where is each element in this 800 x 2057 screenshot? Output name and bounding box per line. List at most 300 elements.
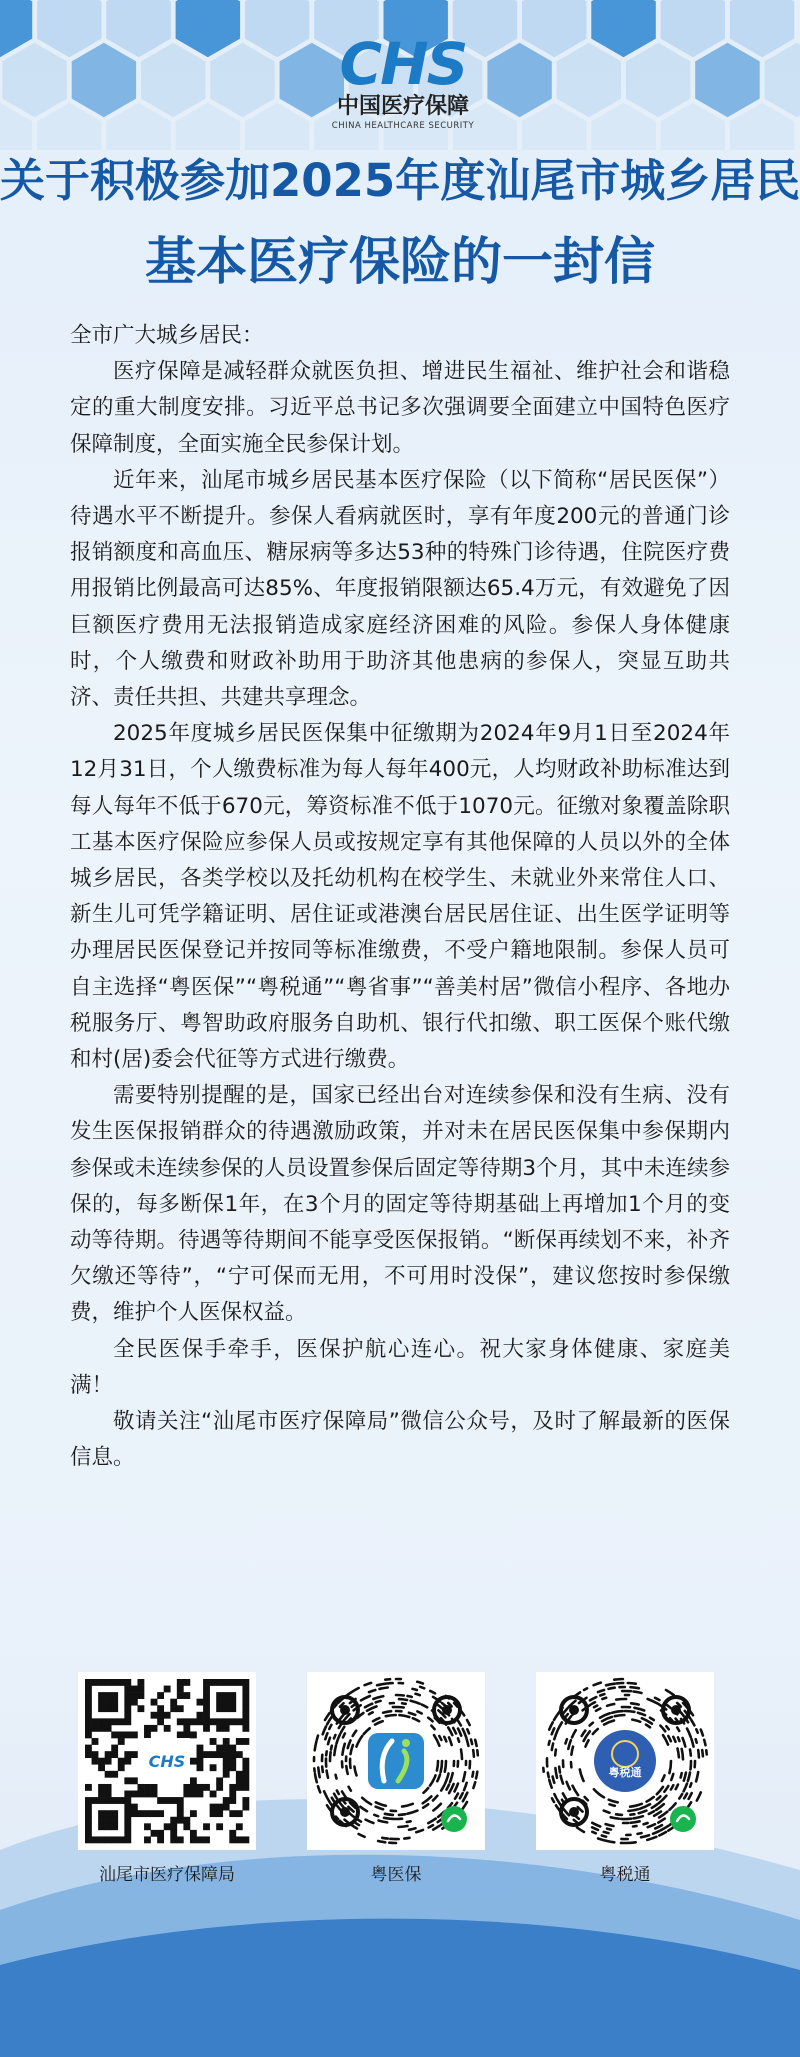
qr-module: [98, 1797, 105, 1804]
qr-arc: [607, 1829, 611, 1830]
qr-module: [170, 1823, 177, 1830]
qr-module: [229, 1784, 236, 1791]
qr-module: [92, 1758, 99, 1765]
qr-arc: [467, 1739, 469, 1746]
qr-module: [210, 1791, 217, 1798]
paragraph-5: 全民医保手牵手，医保护航心连心。祝大家身体健康、家庭美满！: [70, 1336, 730, 1398]
qr-arc: [684, 1794, 687, 1799]
qr-module: [190, 1784, 197, 1791]
qr-module: [197, 1745, 204, 1752]
qr-module: [242, 1712, 249, 1719]
qr-arc: [398, 1826, 407, 1827]
qr-arc: [609, 1688, 615, 1689]
qr-module: [197, 1712, 204, 1719]
qr-arc: [393, 1707, 404, 1708]
qr-module: [197, 1718, 204, 1725]
qr-arc: [450, 1773, 453, 1782]
qr-arc: [423, 1804, 428, 1807]
qr-module: [223, 1797, 230, 1804]
qr-module: [137, 1705, 144, 1712]
qr-arc: [328, 1738, 330, 1745]
qr-arc: [701, 1730, 703, 1736]
qr-center-logo: 粤税通: [608, 1766, 642, 1779]
qr-arc: [409, 1828, 416, 1830]
qr-arc: [467, 1729, 469, 1733]
qr-arc: [408, 1811, 418, 1814]
qr-arc: [399, 1715, 409, 1717]
qr-arc: [441, 1761, 442, 1772]
qr-module: [183, 1692, 190, 1699]
page-title-line-1: 关于积极参加2025年度汕尾市城乡居民: [0, 154, 800, 207]
qr-arc: [615, 1715, 625, 1716]
qr-arc: [366, 1820, 374, 1823]
qr-module: [85, 1823, 92, 1830]
qr-arc: [327, 1771, 328, 1778]
qr-arc: [688, 1773, 690, 1782]
qr-card-shanwei-bureau[interactable]: [78, 1672, 256, 1850]
qr-arc: [690, 1783, 691, 1787]
qr-arc: [647, 1837, 656, 1840]
qr-module: [131, 1777, 138, 1784]
qr-arc: [359, 1834, 365, 1837]
qr-arc: [430, 1775, 436, 1785]
qr-module: [216, 1751, 223, 1758]
qr-arc: [676, 1785, 678, 1790]
qr-arc: [369, 1712, 373, 1714]
qr-arc: [594, 1789, 604, 1797]
qr-module: [170, 1836, 177, 1843]
qr-module: [183, 1718, 190, 1725]
qr-module: [105, 1791, 112, 1798]
qr-module: [85, 1784, 92, 1791]
qr-arc: [464, 1783, 467, 1790]
qr-module: [229, 1705, 236, 1712]
qr-arc: [355, 1688, 359, 1690]
qr-arc: [689, 1793, 692, 1799]
qr-arc: [698, 1750, 699, 1758]
qr-module: [92, 1725, 99, 1732]
qr-arc: [467, 1720, 470, 1725]
qr-module: [216, 1718, 223, 1725]
qr-arc: [704, 1740, 705, 1745]
qr-arc: [386, 1715, 396, 1716]
qr-arc: [455, 1794, 458, 1799]
qr-arc: [444, 1737, 446, 1742]
qr-module: [92, 1751, 99, 1758]
qr-label-shanwei-bureau: 汕尾市医疗保障局: [99, 1865, 235, 1885]
qr-arc: [691, 1761, 692, 1769]
qr-arc: [584, 1688, 587, 1690]
qr-arc: [349, 1787, 351, 1791]
qr-module: [203, 1686, 210, 1693]
hexagon-tile: [141, 43, 205, 117]
qr-module: [124, 1810, 131, 1817]
qr-arc: [439, 1736, 441, 1740]
qr-arc: [626, 1842, 635, 1843]
qr-module: [197, 1751, 204, 1758]
qr-module: [131, 1804, 138, 1811]
qr-module: [223, 1692, 230, 1699]
qr-module: [151, 1784, 158, 1791]
qr-module: [170, 1705, 177, 1712]
qr-module: [216, 1705, 223, 1712]
qr-arc: [356, 1823, 359, 1825]
qr-module: [137, 1784, 144, 1791]
qr-arc: [473, 1782, 475, 1788]
qr-module: [242, 1784, 249, 1791]
qr-module: [210, 1810, 217, 1817]
qr-arc: [549, 1780, 551, 1788]
qr-arc: [399, 1814, 406, 1815]
qr-module: [131, 1699, 138, 1706]
qr-module: [157, 1836, 164, 1843]
qr-module: [144, 1725, 151, 1732]
qr-arc: [422, 1705, 427, 1708]
qr-module: [98, 1823, 105, 1830]
qr-module: [203, 1751, 210, 1758]
qr-module: [190, 1836, 197, 1843]
qr-arc: [334, 1794, 337, 1799]
qr-module: [111, 1836, 118, 1843]
qr-module: [229, 1718, 236, 1725]
qr-module: [242, 1758, 249, 1765]
qr-arc: [671, 1774, 673, 1780]
qr-module: [210, 1738, 217, 1745]
qr-arc: [417, 1682, 423, 1684]
qr-arc: [602, 1698, 606, 1699]
qr-module: [137, 1679, 144, 1686]
qr-arc: [650, 1718, 654, 1720]
qr-arc: [572, 1730, 576, 1737]
qr-module: [177, 1797, 184, 1804]
qr-module: [85, 1830, 92, 1837]
qr-module: [210, 1764, 217, 1771]
qr-module: [98, 1679, 105, 1686]
qr-module: [151, 1725, 158, 1732]
qr-arc: [346, 1691, 354, 1696]
qr-module: [177, 1804, 184, 1811]
qr-arc: [632, 1720, 640, 1722]
qr-module: [242, 1718, 249, 1725]
qr-arc: [402, 1804, 413, 1807]
qr-arc: [593, 1729, 598, 1734]
qr-arc: [681, 1773, 682, 1778]
qr-arc: [448, 1728, 452, 1736]
qr-arc: [342, 1744, 344, 1755]
qr-module: [85, 1705, 92, 1712]
qr-arc: [607, 1704, 614, 1706]
qr-module: [157, 1718, 164, 1725]
qr-module: [92, 1797, 99, 1804]
hexagon-tile: [72, 43, 136, 117]
qr-arc: [590, 1723, 593, 1726]
qr-module: [144, 1731, 151, 1738]
qr-module: [177, 1810, 184, 1817]
qr-module: [98, 1784, 105, 1791]
qr-module: [111, 1771, 118, 1778]
qr-module: [157, 1797, 164, 1804]
qr-code-yue-yibao: [307, 1672, 485, 1850]
qr-module: [229, 1797, 236, 1804]
qr-arc: [696, 1772, 698, 1781]
qr-module: [124, 1823, 131, 1830]
qr-arc: [639, 1811, 647, 1814]
qr-arc: [633, 1826, 637, 1827]
qr-arc: [373, 1718, 379, 1721]
qr-module: [210, 1718, 217, 1725]
qr-arc: [318, 1786, 320, 1792]
qr-arc: [633, 1692, 641, 1694]
qr-module: [236, 1738, 243, 1745]
qr-arc: [399, 1699, 407, 1700]
qr-arc: [683, 1738, 686, 1747]
hexagon-tile: [557, 43, 621, 117]
qr-arc: [417, 1711, 421, 1713]
qr-arc: [580, 1769, 584, 1781]
qr-module: [85, 1712, 92, 1719]
qr-module: [85, 1692, 92, 1699]
qr-module: [85, 1725, 92, 1732]
qr-module: [229, 1830, 236, 1837]
qr-arc: [670, 1803, 676, 1809]
qr-arc: [638, 1713, 645, 1716]
qr-arc: [554, 1794, 556, 1798]
qr-arc: [409, 1713, 415, 1715]
qr-arc: [630, 1804, 642, 1807]
qr-module: [177, 1817, 184, 1824]
qr-arc: [571, 1747, 573, 1755]
qr-arc: [376, 1802, 386, 1806]
qr-module: [203, 1725, 210, 1732]
paragraph-2: 近年来，汕尾市城乡居民基本医疗保险（以下简称“居民医保”）待遇水平不断提升。参保人看病就医时，享有年度200元的普通门诊报销额度和高血压、糖尿病等多达53种的特殊门诊待遇，住院医疗费用报销比例最高可达85%、年度报销限额达65.4万元，有效避免了因巨额医疗费用无法报销造成家庭经济困难的风险。参保人身体健康时，个人缴费和财政补助用于助济其他患病的参保人，突显互助共济、责任共担、共建共享理念。: [70, 467, 730, 711]
qr-arc: [413, 1718, 419, 1721]
qr-arc: [423, 1796, 432, 1803]
qr-arc: [413, 1689, 417, 1690]
qr-module: [229, 1692, 236, 1699]
qr-arc: [379, 1821, 388, 1823]
qr-arc: [673, 1737, 675, 1742]
qr-module: [98, 1725, 105, 1732]
qr-module: [85, 1718, 92, 1725]
qr-module: [124, 1699, 131, 1706]
hexagon-tile: [487, 43, 551, 117]
qr-module: [190, 1791, 197, 1798]
qr-module: [111, 1699, 118, 1706]
qr-module: [98, 1705, 105, 1712]
qr-arc: [383, 1711, 391, 1713]
qr-module: [223, 1804, 230, 1811]
qr-arc: [678, 1737, 679, 1741]
qr-module: [118, 1718, 125, 1725]
qr-module: [157, 1705, 164, 1712]
qr-module: [144, 1810, 151, 1817]
hexagon-tile: [245, 0, 309, 57]
qr-arc: [373, 1696, 383, 1699]
qr-arc: [590, 1697, 596, 1700]
hexagon-tile: [210, 43, 274, 117]
qr-arc: [326, 1751, 327, 1755]
qr-module: [203, 1836, 210, 1843]
qr-module: [190, 1758, 197, 1765]
qr-module: [223, 1718, 230, 1725]
qr-module: [164, 1686, 171, 1693]
hexagon-tile: [730, 0, 794, 57]
hexagon-tile: [2, 43, 67, 117]
qr-arc: [476, 1772, 477, 1779]
qr-module: [177, 1679, 184, 1686]
qr-arc: [664, 1786, 668, 1792]
qr-arc: [471, 1740, 472, 1745]
qr-arc: [614, 1679, 623, 1680]
qr-module: [223, 1725, 230, 1732]
qr-module: [98, 1791, 105, 1798]
qr-arc: [616, 1814, 622, 1815]
qr-module: [98, 1718, 105, 1725]
qr-module: [144, 1823, 151, 1830]
qr-arc: [353, 1731, 357, 1736]
qr-arc: [702, 1750, 703, 1756]
letter-body: [70, 318, 730, 1477]
qr-code-yue-shuitong: [536, 1672, 714, 1850]
qr-module: [242, 1738, 249, 1745]
qr-arc: [360, 1807, 367, 1811]
qr-arc: [408, 1696, 412, 1697]
qr-module: [85, 1751, 92, 1758]
qr-arc: [431, 1726, 434, 1730]
hexagon-tile: [591, 0, 656, 57]
chs-logo: [318, 30, 488, 132]
qr-module: [170, 1699, 177, 1706]
qr-arc: [463, 1802, 467, 1809]
qr-label-yue-shuitong: 粤税通: [599, 1865, 651, 1885]
qr-module: [210, 1679, 217, 1686]
qr-arc: [385, 1679, 390, 1680]
qr-module: [242, 1699, 249, 1706]
qr-module: [151, 1830, 158, 1837]
qr-card-yue-shuitong[interactable]: [536, 1672, 714, 1850]
qr-module: [105, 1817, 112, 1824]
qr-arc: [553, 1777, 555, 1783]
qr-module: [124, 1791, 131, 1798]
qr-module: [177, 1686, 184, 1693]
qr-arc: [646, 1725, 650, 1728]
qr-arc: [696, 1729, 697, 1732]
qr-arc: [684, 1784, 687, 1792]
qr-module: [236, 1718, 243, 1725]
qr-module: [124, 1758, 131, 1765]
qr-module: [183, 1817, 190, 1824]
qr-arc: [655, 1698, 660, 1700]
qr-module: [131, 1731, 138, 1738]
hexagon-tile: [661, 0, 725, 57]
qr-arc: [357, 1736, 363, 1747]
qr-arc: [437, 1775, 440, 1782]
qr-module: [183, 1679, 190, 1686]
qr-arc: [343, 1734, 345, 1738]
qr-module: [85, 1804, 92, 1811]
qr-arc: [334, 1735, 335, 1738]
qr-arc: [473, 1750, 474, 1757]
qr-arc: [604, 1721, 614, 1725]
qr-module: [177, 1836, 184, 1843]
qr-module: [197, 1784, 204, 1791]
qr-module: [157, 1692, 164, 1699]
qr-module: [223, 1764, 230, 1771]
qr-arc: [429, 1825, 433, 1827]
qr-module: [85, 1810, 92, 1817]
qr-module: [124, 1777, 131, 1784]
qr-module: [124, 1797, 131, 1804]
qr-module: [236, 1784, 243, 1791]
qr-module: [124, 1686, 131, 1693]
qr-module: [111, 1745, 118, 1752]
qr-code-shanwei-bureau: [78, 1672, 256, 1850]
qr-module: [111, 1817, 118, 1824]
qr-module: [177, 1731, 184, 1738]
qr-arc: [616, 1699, 626, 1700]
qr-arc: [648, 1824, 655, 1827]
qr-arc: [573, 1786, 579, 1795]
qr-module: [242, 1725, 249, 1732]
qr-arc: [361, 1696, 370, 1700]
qr-arc: [455, 1784, 459, 1792]
qr-arc: [592, 1832, 596, 1834]
qr-module: [111, 1705, 118, 1712]
qr-module: [118, 1731, 125, 1738]
qr-arc: [634, 1708, 644, 1711]
qr-arc: [324, 1791, 327, 1797]
qr-arc: [447, 1785, 450, 1790]
qr-module: [98, 1764, 105, 1771]
qr-arc: [336, 1775, 337, 1779]
qr-module: [197, 1699, 204, 1706]
qr-module: [170, 1817, 177, 1824]
qr-arc: [654, 1812, 661, 1816]
qr-arc: [315, 1741, 317, 1750]
qr-arc: [687, 1729, 691, 1737]
qr-arc: [684, 1773, 686, 1781]
qr-module: [131, 1751, 138, 1758]
qr-arc: [458, 1738, 459, 1741]
qr-arc: [549, 1741, 550, 1745]
qr-arc: [552, 1798, 554, 1802]
qr-arc: [625, 1711, 634, 1712]
qr-arc: [376, 1701, 381, 1703]
qr-module: [105, 1797, 112, 1804]
qr-module: [92, 1738, 99, 1745]
qr-module: [105, 1771, 112, 1778]
qr-arc: [354, 1767, 356, 1776]
qr-module: [223, 1745, 230, 1752]
qr-module: [216, 1699, 223, 1706]
qr-module: [111, 1692, 118, 1699]
qr-arc: [402, 1703, 406, 1704]
qr-module: [98, 1817, 105, 1824]
qr-arc: [631, 1703, 639, 1704]
qr-module: [85, 1797, 92, 1804]
qr-arc: [331, 1746, 332, 1750]
qr-arc: [691, 1720, 694, 1726]
qr-arc: [611, 1817, 619, 1819]
qr-arc: [598, 1839, 604, 1841]
qr-arc: [554, 1712, 559, 1720]
qr-module: [151, 1712, 158, 1719]
qr-module: [144, 1836, 151, 1843]
qr-arc: [407, 1821, 411, 1822]
qr-arc: [475, 1740, 476, 1746]
qr-arc: [325, 1733, 327, 1739]
qr-card-yue-yibao[interactable]: [307, 1672, 485, 1850]
